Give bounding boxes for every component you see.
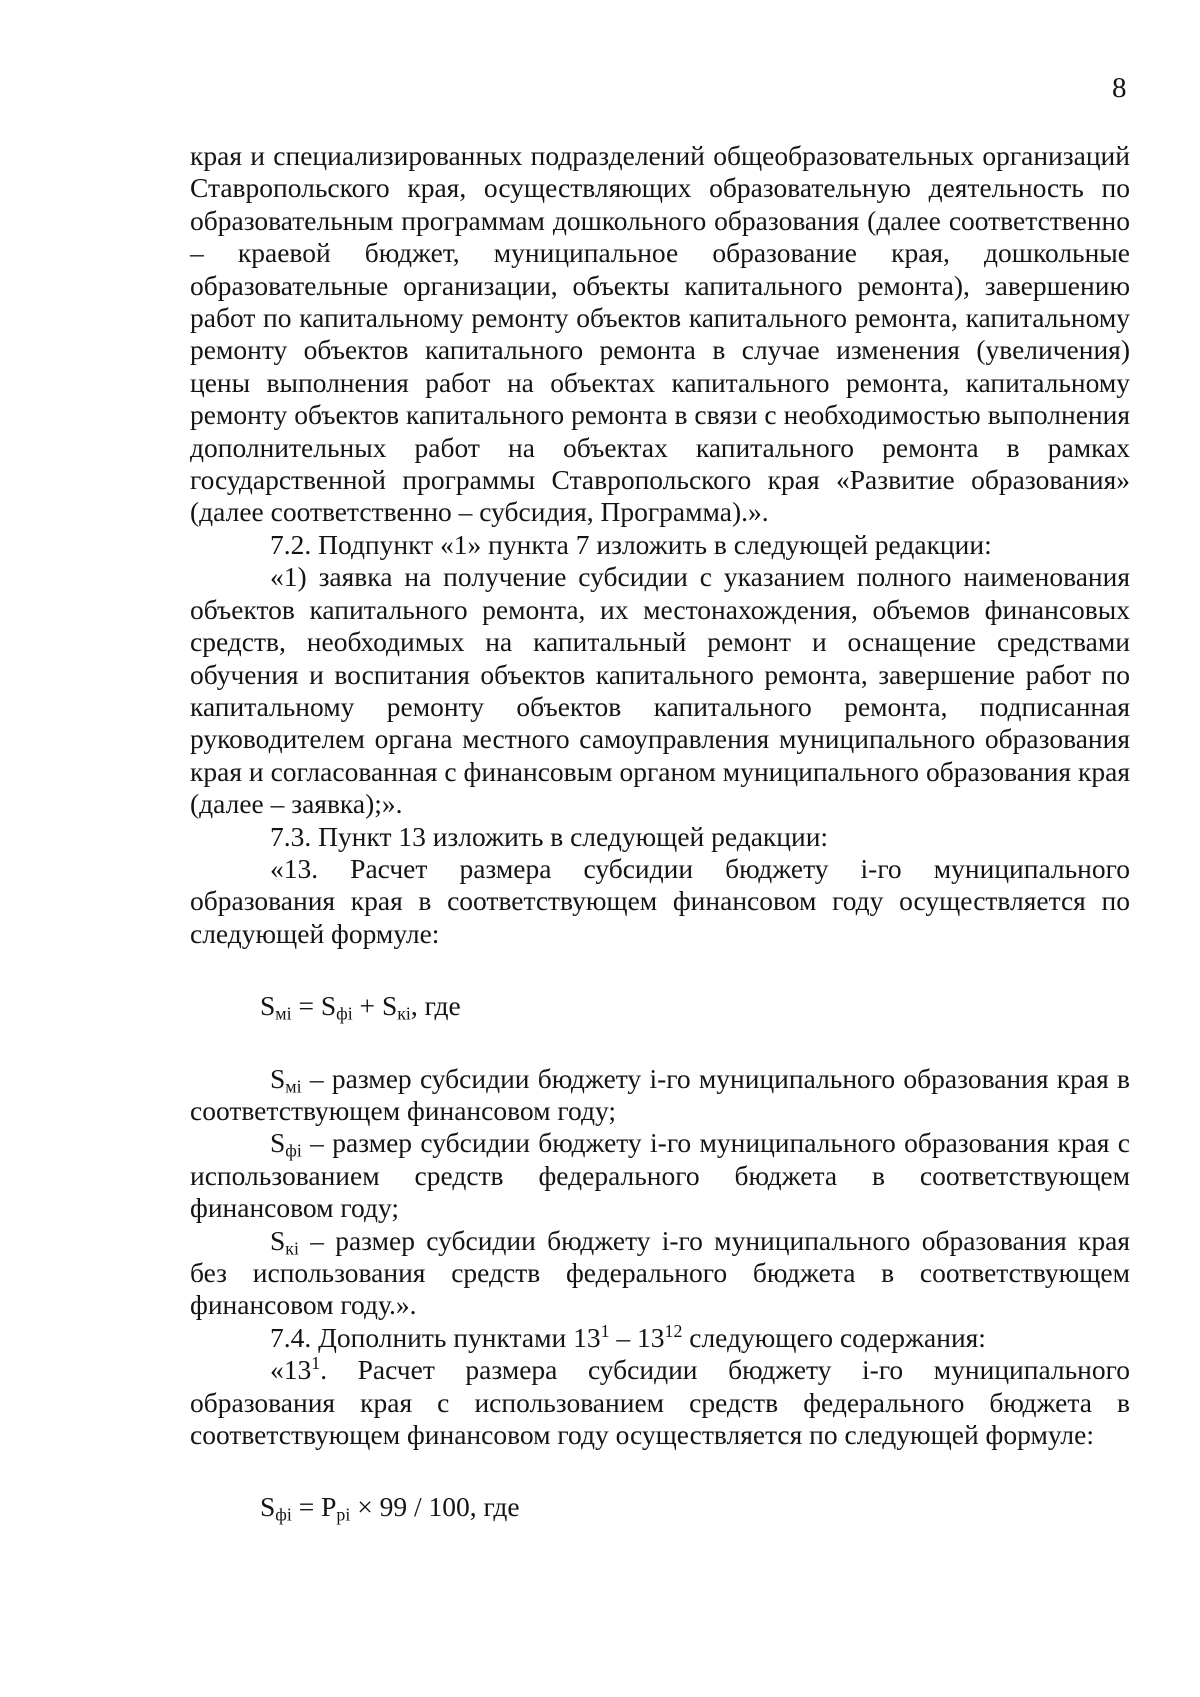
paragraph-continuation: края и специализированных подразделений общеобразовательных организаций Ставропольского края, осуществляющих образовательную деятельность по образовательным программам дошкольного образования (далее соответственно – краевой бюджет, муниципальное образование края, дошкольные образовательные организации, объекты капитального ремонта), завершению работ по капитальному ремонту объектов капитального ремонта, капитальному ремонту объектов капитального ремонта в случае изменения (увеличения) цены выполнения работ на объектах капитального ремонта, капитальному ремонту объектов капитального ремонта в связи с необходимостью выполнения дополнительных работ на объектах капитального ремонта в рамках государственной программы Ставропольского края «Развитие образования» (далее соответственно – субсидия, Программа).». <box>190 140 1130 528</box>
paragraph-7-2: 7.2. Подпункт «1» пункта 7 изложить в следующей редакции: <box>270 528 992 560</box>
page-number: 8 <box>1112 72 1127 104</box>
paragraph-item-13: «13. Расчет размера субсидии бюджету i-го муниципального образования края в соответствующем финансовом году осуществляется по следующей формуле: <box>190 852 1130 949</box>
paragraph-subitem-1: «1) заявка на получение субсидии с указанием полного наименования объектов капитального ремонта, их местонахождения, объемов финансовых средств, необходимых на капитальный ремонт и оснащение средствами обучения и воспитания объектов капитального ремонта, завершение работ по капитальному ремонту объектов капитального ремонта, подписанная руководителем органа местного самоуправления муниципального образования края и согласованная с финансовым органом муниципального образования края (далее – заявка);». <box>190 561 1130 820</box>
formula-federal-subsidy: $S_{фi} = P_{pi} \times 99 / 100$, где <box>260 1491 520 1525</box>
definition-s-fi: $S_{фi}$ – размер субсидии бюджету i-го муниципального образования края с использованием средств федерального бюджета в соответствующем финансовом году; <box>190 1127 1130 1224</box>
definition-s-ki: $S_{кi}$ – размер субсидии бюджету i-го муниципального образования края без использования средств федерального бюджета в соответствующем финансовом году.». <box>190 1224 1130 1321</box>
definition-s-mi: $S_{мi}$ – размер субсидии бюджету i-го муниципального образования края в соответствующем финансовом году; <box>190 1062 1130 1126</box>
paragraph-7-4: 7.4. Дополнить пунктами $13^1 - 13^{12}$ следующего содержания: <box>270 1320 986 1353</box>
paragraph-item-13-1: «$13^1$. Расчет размера субсидии бюджету i-го муниципального образования края с использованием средств федерального бюджета в соответствующем финансовом году осуществляется по следующей формуле: <box>190 1353 1130 1451</box>
formula-subsidy-total: $S_{мi} = S_{фi} + S_{кi}$, где <box>260 990 461 1024</box>
document-body <box>190 140 1130 1524</box>
paragraph-7-3: 7.3. Пункт 13 изложить в следующей редакции: <box>270 820 829 852</box>
